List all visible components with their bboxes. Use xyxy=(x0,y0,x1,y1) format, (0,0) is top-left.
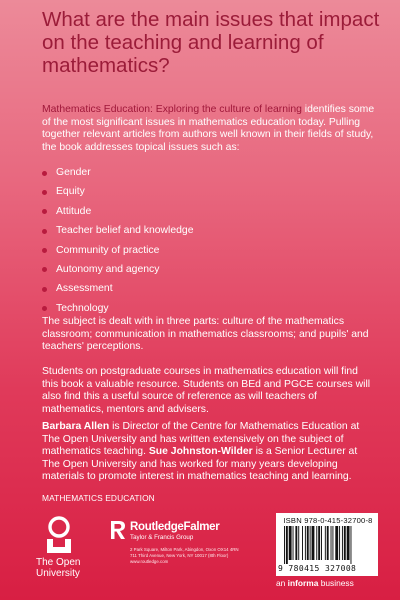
issue-label: Equity xyxy=(56,186,85,198)
barcode-bar xyxy=(347,526,350,560)
barcode-bar xyxy=(331,526,332,560)
informa-business-label: an informa business xyxy=(276,578,354,588)
issue-label: Autonomy and agency xyxy=(56,263,160,275)
open-university-name xyxy=(36,558,80,579)
barcode-bar xyxy=(342,526,343,560)
author-bio: is Director of the Centre for Mathematics Education at The Open University and has written extensively on the subject of mathematics teaching. xyxy=(42,421,360,458)
barcode-bar xyxy=(339,526,340,560)
subject-category: MATHEMATICS EDUCATION xyxy=(42,493,155,503)
barcode-bar xyxy=(302,526,303,560)
bullet-icon xyxy=(42,209,47,214)
isbn-barcode xyxy=(276,513,378,576)
bullet-icon xyxy=(42,229,47,234)
book-title: Mathematics Education: Exploring the culture of learning xyxy=(42,104,302,115)
barcode-digits: 9 780415 327008 xyxy=(278,564,357,573)
address-line: 2 Park Square, Milton Park, Abingdon, Oxon OX14 4RN xyxy=(130,547,239,552)
bullet-icon xyxy=(42,190,47,195)
list-item xyxy=(42,166,362,185)
barcode-bar xyxy=(335,526,338,560)
ou-name-line: The Open xyxy=(36,557,81,568)
address-line: 711 Third Avenue, New York, NY 10017 (8th Floor) xyxy=(130,553,229,558)
list-item xyxy=(42,263,362,282)
bullet-icon xyxy=(42,171,47,176)
barcode-bar xyxy=(293,526,294,560)
author-name: Barbara Allen xyxy=(42,421,110,432)
bullet-icon xyxy=(42,267,47,272)
issue-label: Assessment xyxy=(56,283,113,295)
issue-label: Technology xyxy=(56,302,109,314)
barcode-bar xyxy=(344,526,346,560)
issue-label: Teacher belief and knowledge xyxy=(56,225,194,237)
publisher-website: www.routledge.com xyxy=(130,559,169,564)
barcode-bar xyxy=(310,526,311,560)
barcode-bar xyxy=(307,526,309,560)
routledge-mark-icon xyxy=(110,520,126,540)
issue-label: Gender xyxy=(56,167,91,178)
intro-text: identifies some of the most significant issues in mathematics education today. Pulling together relevant articles from authors well known in their fields of study, the book addresses topical issues such as: xyxy=(42,104,375,153)
author-bio: is a Senior Lecturer at The Open University and has worked for many years developing materials to promote interest in mathematics teaching and learning. xyxy=(42,446,358,483)
list-item xyxy=(42,282,362,301)
barcode-bar xyxy=(351,526,352,564)
barcode-bar xyxy=(295,526,297,560)
list-item xyxy=(42,185,362,204)
barcode-bar xyxy=(289,526,292,560)
barcode-bar xyxy=(284,526,285,564)
bullet-icon xyxy=(42,287,47,292)
barcode-bar xyxy=(305,526,306,560)
open-university-mark-icon xyxy=(44,515,74,555)
publisher-name: RoutledgeFalmer xyxy=(130,521,220,533)
bullet-icon xyxy=(42,248,47,253)
issues-list xyxy=(42,166,362,321)
barcode-bar xyxy=(312,526,315,560)
authors-paragraph xyxy=(42,421,376,484)
intro-paragraph xyxy=(42,104,376,154)
open-university-logo xyxy=(36,515,88,585)
subject-paragraph: The subject is dealt with in three parts: culture of the mathematics classroom; communication in mathematics classrooms; and pupils' and teachers' perceptions. xyxy=(42,316,369,353)
barcode-bar xyxy=(286,526,288,564)
barcode-bar xyxy=(316,526,317,560)
barcode-bar xyxy=(321,526,322,560)
list-item xyxy=(42,244,362,263)
barcode-bar xyxy=(332,526,333,560)
list-item xyxy=(42,205,362,224)
isbn-number: ISBN 978-0-415-32700-8 xyxy=(283,516,373,525)
issue-label: Community of practice xyxy=(56,244,160,256)
issue-label: Attitude xyxy=(56,205,92,217)
list-item xyxy=(42,224,362,243)
students-paragraph: Students on postgraduate courses in mathematics education will find this book a valuable resource. Students on BEd and PGCE courses will also find this a useful source of reference as will teachers of mathematics, mentors and advisers. xyxy=(42,366,371,415)
publisher-address xyxy=(130,547,240,565)
informa-brand: informa xyxy=(287,578,319,588)
ou-name-line: University xyxy=(36,567,80,579)
publisher-group: Taylor & Francis Group xyxy=(130,534,194,541)
barcode-bar xyxy=(318,526,320,560)
routledgefalmer-logo xyxy=(110,520,240,580)
author-name: Sue Johnston-Wilder xyxy=(148,446,253,458)
barcode-bar xyxy=(325,526,326,560)
barcode-bar xyxy=(298,526,299,560)
headline: What are the main issues that impact on the teaching and learning of mathematics? xyxy=(42,8,380,77)
barcode-bars xyxy=(282,526,374,564)
barcode-bar xyxy=(327,526,329,560)
bullet-icon xyxy=(42,306,47,311)
